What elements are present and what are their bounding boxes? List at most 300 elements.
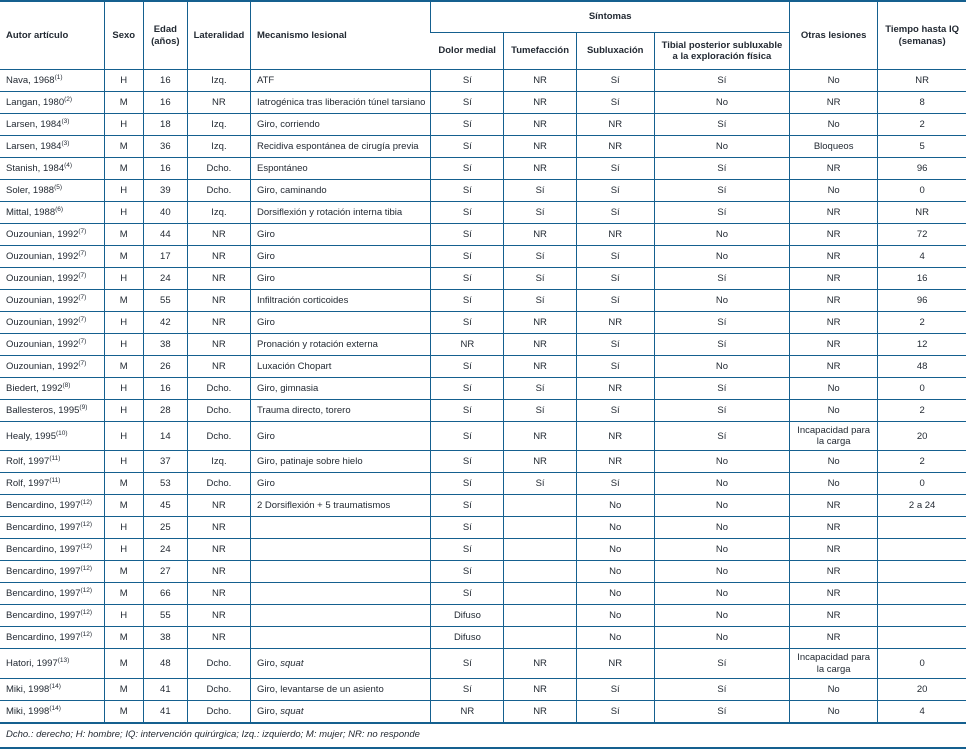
author-cell: Soler, 1988$^{(5)}$ <box>0 180 104 202</box>
tibialis-subluxable-cell: No <box>654 451 789 473</box>
reference-superscript: (7) <box>78 337 87 345</box>
table-row <box>0 246 966 268</box>
subluxation-cell: NR <box>576 649 654 678</box>
medial-pain-cell: Difuso <box>431 605 504 627</box>
sex-cell: M <box>104 561 143 583</box>
mechanism-cell: Giro <box>250 312 430 334</box>
reference-superscript: (12) <box>80 587 93 595</box>
medial-pain-cell: Sí <box>431 224 504 246</box>
mechanism-italic-term: squat <box>280 658 304 669</box>
tibialis-subluxable-cell: Sí <box>654 422 789 451</box>
sex-cell: M <box>104 678 143 700</box>
other-lesions-cell: NR <box>790 583 878 605</box>
age-cell: 27 <box>143 561 187 583</box>
mechanism-cell: Giro, squat <box>250 700 430 723</box>
tibialis-subluxable-cell: No <box>654 136 789 158</box>
sex-cell: M <box>104 224 143 246</box>
sex-cell: M <box>104 495 143 517</box>
medial-pain-cell: NR <box>431 700 504 723</box>
sex-cell: H <box>104 312 143 334</box>
author-cell: Rolf, 1997$^{(11)}$ <box>0 451 104 473</box>
age-cell: 41 <box>143 700 187 723</box>
table-row <box>0 224 966 246</box>
laterality-cell: NR <box>187 517 250 539</box>
medial-pain-cell: Difuso <box>431 627 504 649</box>
medial-pain-cell: Sí <box>431 400 504 422</box>
table-row <box>0 400 966 422</box>
time-to-surgery-cell: 0 <box>878 378 966 400</box>
reference-superscript: (12) <box>80 565 93 573</box>
table-row <box>0 678 966 700</box>
sex-cell: H <box>104 202 143 224</box>
table-header <box>0 1 966 70</box>
reference-superscript: (7) <box>78 271 87 279</box>
author-cell: Bencardino, 1997$^{(12)}$ <box>0 627 104 649</box>
medial-pain-cell: Sí <box>431 202 504 224</box>
table-row <box>0 158 966 180</box>
age-cell: 38 <box>143 334 187 356</box>
time-to-surgery-cell: 2 <box>878 114 966 136</box>
author-cell: Bencardino, 1997$^{(12)}$ <box>0 561 104 583</box>
author-cell: Nava, 1968$^{(1)}$ <box>0 70 104 92</box>
subluxation-cell: Sí <box>576 246 654 268</box>
subluxation-cell: Sí <box>576 180 654 202</box>
age-cell: 24 <box>143 268 187 290</box>
mechanism-cell: Recidiva espontánea de cirugía previa <box>250 136 430 158</box>
sex-cell: M <box>104 290 143 312</box>
sex-cell: H <box>104 378 143 400</box>
table-row <box>0 451 966 473</box>
col-header-medial-pain: Dolor medial <box>431 33 504 70</box>
table-row <box>0 627 966 649</box>
reference-superscript: (7) <box>78 359 87 367</box>
swelling-cell <box>504 605 576 627</box>
age-cell: 14 <box>143 422 187 451</box>
tibialis-subluxable-cell: Sí <box>654 158 789 180</box>
reference-superscript: (11) <box>49 455 61 463</box>
swelling-cell: NR <box>504 312 576 334</box>
table-row <box>0 649 966 678</box>
time-to-surgery-cell: 4 <box>878 246 966 268</box>
sex-cell: M <box>104 92 143 114</box>
laterality-cell: NR <box>187 92 250 114</box>
subluxation-cell: NR <box>576 136 654 158</box>
mechanism-cell: Luxación Chopart <box>250 356 430 378</box>
medial-pain-cell: Sí <box>431 473 504 495</box>
swelling-cell: NR <box>504 92 576 114</box>
tibialis-subluxable-cell: Sí <box>654 180 789 202</box>
sex-cell: H <box>104 422 143 451</box>
swelling-cell: Sí <box>504 290 576 312</box>
table-row <box>0 495 966 517</box>
swelling-cell <box>504 561 576 583</box>
age-cell: 41 <box>143 678 187 700</box>
table-row <box>0 180 966 202</box>
mechanism-cell: Iatrogénica tras liberación túnel tarsiano <box>250 92 430 114</box>
age-cell: 16 <box>143 378 187 400</box>
mechanism-cell <box>250 627 430 649</box>
other-lesions-cell: NR <box>790 605 878 627</box>
age-cell: 55 <box>143 290 187 312</box>
laterality-cell: Izq. <box>187 70 250 92</box>
other-lesions-cell: NR <box>790 224 878 246</box>
mechanism-cell: Giro <box>250 246 430 268</box>
time-to-surgery-cell: 0 <box>878 473 966 495</box>
laterality-cell: Dcho. <box>187 700 250 723</box>
tibialis-subluxable-cell: Sí <box>654 70 789 92</box>
mechanism-cell <box>250 517 430 539</box>
age-cell: 55 <box>143 605 187 627</box>
time-to-surgery-cell: 20 <box>878 678 966 700</box>
laterality-cell: NR <box>187 224 250 246</box>
subluxation-cell: NR <box>576 451 654 473</box>
medial-pain-cell: Sí <box>431 158 504 180</box>
medial-pain-cell: Sí <box>431 136 504 158</box>
laterality-cell: NR <box>187 290 250 312</box>
other-lesions-cell: NR <box>790 627 878 649</box>
laterality-cell: Izq. <box>187 136 250 158</box>
other-lesions-cell: NR <box>790 495 878 517</box>
swelling-cell: Sí <box>504 473 576 495</box>
mechanism-cell: Pronación y rotación externa <box>250 334 430 356</box>
time-to-surgery-cell: 96 <box>878 290 966 312</box>
subluxation-cell: No <box>576 605 654 627</box>
other-lesions-cell: NR <box>790 561 878 583</box>
age-cell: 16 <box>143 158 187 180</box>
other-lesions-cell: No <box>790 700 878 723</box>
reference-superscript: (12) <box>80 543 93 551</box>
other-lesions-cell: No <box>790 378 878 400</box>
col-group-symptoms: Síntomas <box>431 1 790 33</box>
time-to-surgery-cell <box>878 561 966 583</box>
tibialis-subluxable-cell: Sí <box>654 649 789 678</box>
swelling-cell <box>504 583 576 605</box>
medial-pain-cell: Sí <box>431 378 504 400</box>
sex-cell: H <box>104 70 143 92</box>
subluxation-cell: Sí <box>576 268 654 290</box>
laterality-cell: NR <box>187 627 250 649</box>
reference-superscript: (6) <box>55 205 64 213</box>
subluxation-cell: Sí <box>576 473 654 495</box>
reference-superscript: (8) <box>62 381 71 389</box>
tibialis-subluxable-cell: No <box>654 356 789 378</box>
tibialis-subluxable-cell: No <box>654 605 789 627</box>
mechanism-cell: Giro, caminando <box>250 180 430 202</box>
author-cell: Langan, 1980$^{(2)}$ <box>0 92 104 114</box>
reference-superscript: (7) <box>78 293 87 301</box>
laterality-cell: Dcho. <box>187 400 250 422</box>
age-cell: 26 <box>143 356 187 378</box>
other-lesions-cell: No <box>790 70 878 92</box>
reference-superscript: (12) <box>80 609 93 617</box>
table-row <box>0 356 966 378</box>
other-lesions-cell: NR <box>790 312 878 334</box>
mechanism-cell <box>250 561 430 583</box>
time-to-surgery-cell: 48 <box>878 356 966 378</box>
subluxation-cell: NR <box>576 422 654 451</box>
laterality-cell: NR <box>187 561 250 583</box>
subluxation-cell: NR <box>576 378 654 400</box>
time-to-surgery-cell: 16 <box>878 268 966 290</box>
table-row <box>0 92 966 114</box>
medial-pain-cell: Sí <box>431 114 504 136</box>
subluxation-cell: No <box>576 561 654 583</box>
subluxation-cell: Sí <box>576 92 654 114</box>
other-lesions-cell: NR <box>790 290 878 312</box>
mechanism-cell: Giro <box>250 422 430 451</box>
time-to-surgery-cell: 2 a 24 <box>878 495 966 517</box>
tibialis-subluxable-cell: No <box>654 627 789 649</box>
author-cell: Bencardino, 1997$^{(12)}$ <box>0 539 104 561</box>
mechanism-cell <box>250 583 430 605</box>
laterality-cell: Dcho. <box>187 378 250 400</box>
sex-cell: H <box>104 268 143 290</box>
subluxation-cell: NR <box>576 312 654 334</box>
tibialis-subluxable-cell: Sí <box>654 268 789 290</box>
laterality-cell: NR <box>187 312 250 334</box>
sex-cell: H <box>104 517 143 539</box>
author-cell: Ouzounian, 1992$^{(7)}$ <box>0 268 104 290</box>
reference-superscript: (7) <box>78 227 87 235</box>
author-cell: Ouzounian, 1992$^{(7)}$ <box>0 312 104 334</box>
age-cell: 17 <box>143 246 187 268</box>
tibialis-subluxable-cell: Sí <box>654 400 789 422</box>
laterality-cell: Izq. <box>187 451 250 473</box>
tibialis-subluxable-cell: No <box>654 92 789 114</box>
medial-pain-cell: Sí <box>431 451 504 473</box>
table-row <box>0 202 966 224</box>
table-row <box>0 700 966 723</box>
table-row <box>0 539 966 561</box>
table-row <box>0 583 966 605</box>
mechanism-cell: Trauma directo, torero <box>250 400 430 422</box>
other-lesions-cell: NR <box>790 356 878 378</box>
medial-pain-cell: NR <box>431 334 504 356</box>
laterality-cell: NR <box>187 495 250 517</box>
tibialis-subluxable-cell: No <box>654 561 789 583</box>
col-header-age: Edad (años) <box>143 1 187 70</box>
time-to-surgery-cell: 5 <box>878 136 966 158</box>
reference-superscript: (7) <box>78 249 87 257</box>
swelling-cell <box>504 517 576 539</box>
mechanism-cell: Dorsiflexión y rotación interna tibia <box>250 202 430 224</box>
mechanism-cell: Espontáneo <box>250 158 430 180</box>
laterality-cell: Dcho. <box>187 422 250 451</box>
subluxation-cell: Sí <box>576 678 654 700</box>
subluxation-cell: Sí <box>576 700 654 723</box>
sex-cell: H <box>104 605 143 627</box>
author-cell: Bencardino, 1997$^{(12)}$ <box>0 583 104 605</box>
mechanism-cell <box>250 539 430 561</box>
swelling-cell: NR <box>504 158 576 180</box>
author-cell: Healy, 1995$^{(10)}$ <box>0 422 104 451</box>
reference-superscript: (11) <box>49 477 61 485</box>
sex-cell: H <box>104 451 143 473</box>
mechanism-cell: Giro, patinaje sobre hielo <box>250 451 430 473</box>
age-cell: 45 <box>143 495 187 517</box>
medial-pain-cell: Sí <box>431 312 504 334</box>
col-header-tibialis-subluxable: Tibial posterior subluxable a la exploración física <box>654 33 789 70</box>
age-cell: 66 <box>143 583 187 605</box>
medial-pain-cell: Sí <box>431 517 504 539</box>
subluxation-cell: Sí <box>576 334 654 356</box>
other-lesions-cell: Bloqueos <box>790 136 878 158</box>
age-cell: 28 <box>143 400 187 422</box>
other-lesions-cell: No <box>790 400 878 422</box>
sex-cell: H <box>104 539 143 561</box>
col-header-swelling: Tumefacción <box>504 33 576 70</box>
sex-cell: M <box>104 473 143 495</box>
subluxation-cell: Sí <box>576 202 654 224</box>
age-cell: 53 <box>143 473 187 495</box>
laterality-cell: NR <box>187 605 250 627</box>
col-header-time-to-surgery: Tiempo hasta IQ (semanas) <box>878 1 966 70</box>
time-to-surgery-cell: NR <box>878 202 966 224</box>
author-cell: Miki, 1998$^{(14)}$ <box>0 678 104 700</box>
sex-cell: M <box>104 356 143 378</box>
table-row <box>0 70 966 92</box>
swelling-cell <box>504 627 576 649</box>
author-cell: Ouzounian, 1992$^{(7)}$ <box>0 246 104 268</box>
swelling-cell: NR <box>504 422 576 451</box>
subluxation-cell: No <box>576 517 654 539</box>
tibialis-subluxable-cell: No <box>654 517 789 539</box>
other-lesions-cell: NR <box>790 246 878 268</box>
age-cell: 39 <box>143 180 187 202</box>
tibialis-subluxable-cell: No <box>654 224 789 246</box>
swelling-cell: NR <box>504 700 576 723</box>
medial-pain-cell: Sí <box>431 495 504 517</box>
reference-superscript: (3) <box>61 139 70 147</box>
tibialis-subluxable-cell: Sí <box>654 312 789 334</box>
laterality-cell: Izq. <box>187 202 250 224</box>
laterality-cell: NR <box>187 246 250 268</box>
table-row <box>0 473 966 495</box>
medial-pain-cell: Sí <box>431 583 504 605</box>
table-row <box>0 605 966 627</box>
age-cell: 24 <box>143 539 187 561</box>
laterality-cell: NR <box>187 539 250 561</box>
time-to-surgery-cell: 72 <box>878 224 966 246</box>
time-to-surgery-cell <box>878 539 966 561</box>
time-to-surgery-cell: NR <box>878 70 966 92</box>
subluxation-cell: No <box>576 495 654 517</box>
age-cell: 44 <box>143 224 187 246</box>
other-lesions-cell: No <box>790 180 878 202</box>
time-to-surgery-cell <box>878 605 966 627</box>
table-row <box>0 290 966 312</box>
medial-pain-cell: Sí <box>431 268 504 290</box>
table-footer <box>0 723 966 748</box>
table-row <box>0 378 966 400</box>
age-cell: 42 <box>143 312 187 334</box>
swelling-cell: Sí <box>504 202 576 224</box>
table-row <box>0 114 966 136</box>
subluxation-cell: NR <box>576 224 654 246</box>
author-cell: Larsen, 1984$^{(3)}$ <box>0 114 104 136</box>
sex-cell: M <box>104 700 143 723</box>
swelling-cell <box>504 495 576 517</box>
laterality-cell: Dcho. <box>187 473 250 495</box>
mechanism-cell: Giro, squat <box>250 649 430 678</box>
author-cell: Ouzounian, 1992$^{(7)}$ <box>0 224 104 246</box>
col-header-author: Autor artículo <box>0 1 104 70</box>
laterality-cell: Dcho. <box>187 180 250 202</box>
tibialis-subluxable-cell: Sí <box>654 378 789 400</box>
mechanism-cell: Infiltración corticoides <box>250 290 430 312</box>
time-to-surgery-cell: 96 <box>878 158 966 180</box>
time-to-surgery-cell: 0 <box>878 649 966 678</box>
tibialis-subluxable-cell: Sí <box>654 334 789 356</box>
sex-cell: M <box>104 627 143 649</box>
age-cell: 18 <box>143 114 187 136</box>
laterality-cell: NR <box>187 334 250 356</box>
subluxation-cell: Sí <box>576 400 654 422</box>
medial-pain-cell: Sí <box>431 561 504 583</box>
reference-superscript: (14) <box>49 682 61 690</box>
other-lesions-cell: NR <box>790 202 878 224</box>
age-cell: 40 <box>143 202 187 224</box>
author-cell: Biedert, 1992$^{(8)}$ <box>0 378 104 400</box>
table-row <box>0 517 966 539</box>
swelling-cell: Sí <box>504 400 576 422</box>
tibialis-subluxable-cell: No <box>654 473 789 495</box>
author-cell: Larsen, 1984$^{(3)}$ <box>0 136 104 158</box>
table-row <box>0 422 966 451</box>
mechanism-cell: Giro, gimnasia <box>250 378 430 400</box>
time-to-surgery-cell: 20 <box>878 422 966 451</box>
swelling-cell: Sí <box>504 268 576 290</box>
sex-cell: M <box>104 649 143 678</box>
mechanism-cell: Giro <box>250 268 430 290</box>
other-lesions-cell: No <box>790 678 878 700</box>
time-to-surgery-cell: 4 <box>878 700 966 723</box>
mechanism-cell <box>250 605 430 627</box>
sex-cell: M <box>104 583 143 605</box>
age-cell: 37 <box>143 451 187 473</box>
other-lesions-cell: No <box>790 114 878 136</box>
author-cell: Bencardino, 1997$^{(12)}$ <box>0 495 104 517</box>
author-cell: Bencardino, 1997$^{(12)}$ <box>0 517 104 539</box>
other-lesions-cell: NR <box>790 539 878 561</box>
subluxation-cell: Sí <box>576 70 654 92</box>
subluxation-cell: NR <box>576 114 654 136</box>
mechanism-cell: ATF <box>250 70 430 92</box>
table-row <box>0 312 966 334</box>
tibialis-subluxable-cell: No <box>654 290 789 312</box>
time-to-surgery-cell: 12 <box>878 334 966 356</box>
time-to-surgery-cell: 2 <box>878 451 966 473</box>
swelling-cell: NR <box>504 649 576 678</box>
subluxation-cell: Sí <box>576 356 654 378</box>
medial-pain-cell: Sí <box>431 246 504 268</box>
other-lesions-cell: No <box>790 473 878 495</box>
other-lesions-cell: No <box>790 451 878 473</box>
age-cell: 36 <box>143 136 187 158</box>
laterality-cell: Dcho. <box>187 649 250 678</box>
table-row <box>0 334 966 356</box>
reference-superscript: (7) <box>78 315 87 323</box>
subluxation-cell: No <box>576 583 654 605</box>
author-cell: Ballesteros, 1995$^{(9)}$ <box>0 400 104 422</box>
medial-pain-cell: Sí <box>431 92 504 114</box>
sex-cell: M <box>104 246 143 268</box>
medial-pain-cell: Sí <box>431 180 504 202</box>
sex-cell: H <box>104 334 143 356</box>
swelling-cell: NR <box>504 678 576 700</box>
subluxation-cell: No <box>576 627 654 649</box>
swelling-cell: NR <box>504 334 576 356</box>
